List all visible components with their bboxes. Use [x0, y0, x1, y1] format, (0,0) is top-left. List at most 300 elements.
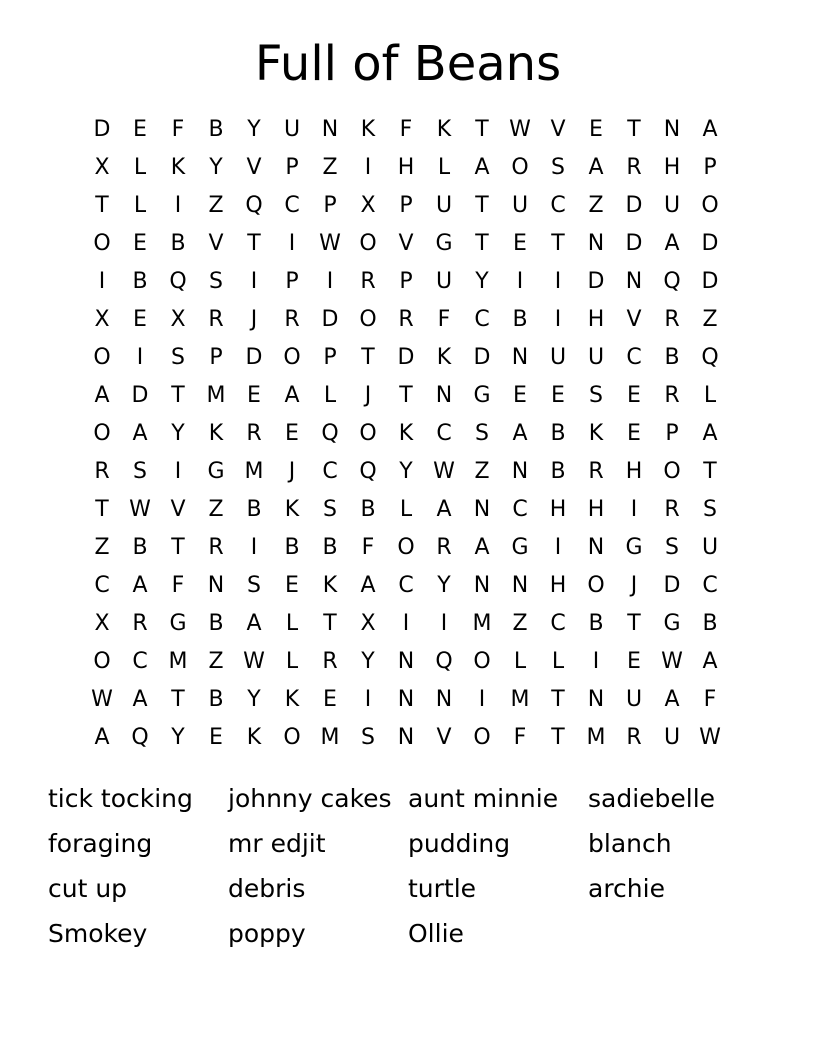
- grid-letter: T: [399, 383, 413, 408]
- grid-letter: M: [472, 611, 492, 636]
- word-list-item: poppy: [228, 919, 306, 948]
- grid-letter: H: [663, 155, 681, 180]
- grid-letter: R: [208, 307, 224, 332]
- grid-letter: M: [510, 687, 530, 712]
- grid-letter: S: [171, 345, 185, 370]
- grid-letter: O: [473, 649, 491, 674]
- grid-letter: D: [397, 345, 415, 370]
- grid-letter: X: [94, 307, 110, 332]
- grid-letter: M: [206, 383, 226, 408]
- word-list-item: sadiebelle: [588, 784, 716, 813]
- grid-letter: S: [703, 497, 717, 522]
- grid-letter: O: [701, 193, 719, 218]
- grid-letter: U: [663, 193, 681, 218]
- grid-letter: T: [475, 193, 489, 218]
- grid-letter: D: [625, 193, 643, 218]
- grid-letter: L: [285, 649, 299, 674]
- grid-letter: M: [244, 459, 264, 484]
- grid-letter: Z: [702, 307, 718, 332]
- grid-letter: I: [554, 269, 562, 294]
- grid-letter: R: [664, 383, 680, 408]
- grid-letter: T: [627, 117, 641, 142]
- grid-letter: V: [550, 117, 566, 142]
- grid-letter: A: [94, 383, 110, 408]
- grid-letter: I: [402, 611, 410, 636]
- grid-letter: W: [129, 497, 151, 522]
- grid-letter: A: [664, 231, 680, 256]
- grid-letter: A: [702, 117, 718, 142]
- grid-letter: V: [208, 231, 224, 256]
- grid-letter: S: [665, 535, 679, 560]
- grid-letter: U: [663, 725, 681, 750]
- grid-letter: F: [437, 307, 451, 332]
- grid-letter: L: [513, 649, 527, 674]
- grid-letter: L: [323, 383, 337, 408]
- grid-letter: A: [664, 687, 680, 712]
- grid-letter: O: [93, 231, 111, 256]
- grid-letter: B: [170, 231, 186, 256]
- grid-letter: J: [288, 459, 296, 484]
- grid-letter: Z: [588, 193, 604, 218]
- grid-letter: Q: [701, 345, 719, 370]
- grid-letter: S: [551, 155, 565, 180]
- grid-letter: B: [322, 535, 338, 560]
- grid-letter: T: [475, 231, 489, 256]
- grid-letter: D: [701, 231, 719, 256]
- grid-letter: B: [208, 611, 224, 636]
- grid-letter: U: [587, 345, 605, 370]
- grid-letter: U: [625, 687, 643, 712]
- grid-letter: A: [360, 573, 376, 598]
- grid-letter: O: [359, 231, 377, 256]
- grid-letter: H: [587, 497, 605, 522]
- grid-letter: Z: [208, 193, 224, 218]
- grid-letter: A: [588, 155, 604, 180]
- grid-letter: K: [436, 345, 452, 370]
- grid-letter: O: [511, 155, 529, 180]
- grid-letter: Y: [399, 459, 413, 484]
- grid-letter: F: [171, 573, 185, 598]
- grid-letter: R: [208, 535, 224, 560]
- grid-letter: B: [360, 497, 376, 522]
- grid-letter: F: [399, 117, 413, 142]
- grid-letter: O: [587, 573, 605, 598]
- word-list-item: blanch: [588, 829, 672, 858]
- grid-letter: H: [549, 573, 567, 598]
- grid-letter: W: [91, 687, 113, 712]
- grid-letter: L: [703, 383, 717, 408]
- grid-letter: N: [511, 573, 529, 598]
- grid-letter: R: [246, 421, 262, 446]
- word-list-item: Smokey: [48, 919, 148, 948]
- grid-letter: H: [587, 307, 605, 332]
- grid-letter: B: [512, 307, 528, 332]
- grid-letter: X: [360, 193, 376, 218]
- grid-letter: B: [132, 269, 148, 294]
- grid-letter: P: [399, 269, 413, 294]
- grid-letter: T: [627, 611, 641, 636]
- grid-letter: D: [587, 269, 605, 294]
- grid-letter: Q: [435, 649, 453, 674]
- grid-letter: U: [511, 193, 529, 218]
- grid-letter: T: [551, 687, 565, 712]
- grid-letter: D: [473, 345, 491, 370]
- grid-letter: B: [132, 535, 148, 560]
- grid-letter: O: [663, 459, 681, 484]
- grid-letter: A: [94, 725, 110, 750]
- grid-letter: R: [664, 497, 680, 522]
- grid-letter: M: [586, 725, 606, 750]
- grid-letter: I: [554, 535, 562, 560]
- grid-letter: N: [435, 383, 453, 408]
- grid-letter: O: [397, 535, 415, 560]
- word-list: [48, 776, 768, 956]
- word-list-item: pudding: [408, 829, 511, 858]
- grid-letter: I: [174, 193, 182, 218]
- grid-letter: Q: [321, 421, 339, 446]
- grid-letter: Z: [94, 535, 110, 560]
- grid-letter: E: [133, 117, 147, 142]
- grid-letter: X: [94, 155, 110, 180]
- grid-letter: C: [398, 573, 414, 598]
- grid-letter: K: [208, 421, 224, 446]
- grid-letter: C: [512, 497, 528, 522]
- grid-letter: D: [701, 269, 719, 294]
- grid-letter: P: [323, 345, 337, 370]
- grid-letter: S: [323, 497, 337, 522]
- grid-letter: J: [364, 383, 372, 408]
- grid-letter: A: [132, 573, 148, 598]
- grid-letter: A: [132, 687, 148, 712]
- grid-letter: Z: [474, 459, 490, 484]
- grid-letter: E: [627, 649, 641, 674]
- grid-letter: R: [588, 459, 604, 484]
- grid-letter: C: [550, 193, 566, 218]
- grid-letter: V: [626, 307, 642, 332]
- grid-letter: C: [626, 345, 642, 370]
- grid-letter: C: [322, 459, 338, 484]
- grid-letter: E: [323, 687, 337, 712]
- grid-letter: P: [665, 421, 679, 446]
- grid-letter: I: [554, 307, 562, 332]
- grid-letter: I: [440, 611, 448, 636]
- grid-letter: X: [94, 611, 110, 636]
- grid-letter: R: [322, 649, 338, 674]
- grid-letter: Q: [169, 269, 187, 294]
- grid-letter: C: [702, 573, 718, 598]
- grid-letter: I: [592, 649, 600, 674]
- grid-letter: W: [243, 649, 265, 674]
- grid-letter: E: [589, 117, 603, 142]
- grid-letter: Q: [245, 193, 263, 218]
- grid-letter: E: [627, 383, 641, 408]
- grid-letter: E: [627, 421, 641, 446]
- grid-letter: L: [133, 193, 147, 218]
- grid-letter: O: [359, 421, 377, 446]
- grid-letter: T: [247, 231, 261, 256]
- grid-letter: E: [247, 383, 261, 408]
- grid-letter: L: [133, 155, 147, 180]
- grid-letter: I: [288, 231, 296, 256]
- grid-letter: N: [473, 573, 491, 598]
- grid-letter: Y: [247, 117, 261, 142]
- grid-letter: T: [171, 535, 185, 560]
- grid-letter: O: [93, 649, 111, 674]
- grid-letter: D: [321, 307, 339, 332]
- grid-letter: N: [321, 117, 339, 142]
- grid-letter: W: [433, 459, 455, 484]
- grid-letter: C: [474, 307, 490, 332]
- grid-letter: Z: [322, 155, 338, 180]
- grid-letter: L: [437, 155, 451, 180]
- grid-letter: R: [436, 535, 452, 560]
- grid-letter: H: [625, 459, 643, 484]
- grid-letter: E: [513, 231, 527, 256]
- grid-letter: N: [663, 117, 681, 142]
- grid-letter: A: [474, 155, 490, 180]
- word-list-item: archie: [588, 874, 665, 903]
- grid-letter: L: [551, 649, 565, 674]
- grid-letter: I: [174, 459, 182, 484]
- grid-letter: I: [364, 155, 372, 180]
- grid-letter: B: [702, 611, 718, 636]
- grid-letter: U: [283, 117, 301, 142]
- grid-letter: V: [398, 231, 414, 256]
- grid-letter: I: [478, 687, 486, 712]
- grid-letter: X: [170, 307, 186, 332]
- grid-letter: Z: [208, 497, 224, 522]
- grid-letter: F: [171, 117, 185, 142]
- grid-letter: N: [587, 687, 605, 712]
- grid-letter: U: [701, 535, 719, 560]
- grid-letter: A: [702, 649, 718, 674]
- grid-letter: G: [511, 535, 529, 560]
- word-list-item: foraging: [48, 829, 153, 858]
- grid-letter: D: [245, 345, 263, 370]
- word-list-item: Ollie: [408, 919, 464, 948]
- grid-letter: C: [284, 193, 300, 218]
- grid-letter: U: [435, 269, 453, 294]
- grid-letter: I: [516, 269, 524, 294]
- grid-letter: F: [703, 687, 717, 712]
- grid-letter: K: [170, 155, 186, 180]
- grid-letter: U: [435, 193, 453, 218]
- word-list-item: aunt minnie: [408, 784, 559, 813]
- grid-letter: T: [95, 193, 109, 218]
- grid-letter: P: [285, 155, 299, 180]
- grid-letter: E: [209, 725, 223, 750]
- grid-letter: P: [209, 345, 223, 370]
- grid-letter: K: [246, 725, 262, 750]
- grid-letter: K: [360, 117, 376, 142]
- grid-letter: B: [208, 687, 224, 712]
- grid-letter: T: [551, 231, 565, 256]
- grid-letter: K: [322, 573, 338, 598]
- grid-letter: T: [95, 497, 109, 522]
- grid-letter: N: [473, 497, 491, 522]
- grid-letter: T: [323, 611, 337, 636]
- grid-letter: L: [399, 497, 413, 522]
- grid-letter: B: [588, 611, 604, 636]
- grid-letter: K: [436, 117, 452, 142]
- grid-letter: V: [436, 725, 452, 750]
- grid-letter: O: [93, 345, 111, 370]
- grid-letter: N: [511, 345, 529, 370]
- grid-letter: E: [133, 231, 147, 256]
- grid-letter: K: [588, 421, 604, 446]
- grid-letter: N: [397, 725, 415, 750]
- grid-letter: S: [361, 725, 375, 750]
- grid-letter: B: [284, 535, 300, 560]
- grid-letter: O: [283, 725, 301, 750]
- grid-letter: O: [93, 421, 111, 446]
- grid-letter: E: [285, 421, 299, 446]
- grid-letter: T: [361, 345, 375, 370]
- grid-letter: C: [94, 573, 110, 598]
- grid-letter: Q: [359, 459, 377, 484]
- grid-letter: E: [551, 383, 565, 408]
- grid-letter: G: [207, 459, 225, 484]
- grid-letter: N: [397, 687, 415, 712]
- grid-letter: L: [285, 611, 299, 636]
- grid-letter: Q: [663, 269, 681, 294]
- grid-letter: U: [549, 345, 567, 370]
- grid-letter: M: [320, 725, 340, 750]
- grid-letter: N: [435, 687, 453, 712]
- grid-letter: Z: [512, 611, 528, 636]
- grid-letter: D: [131, 383, 149, 408]
- grid-letter: W: [509, 117, 531, 142]
- grid-letter: H: [549, 497, 567, 522]
- grid-letter: T: [171, 687, 185, 712]
- grid-letter: S: [475, 421, 489, 446]
- grid-letter: C: [436, 421, 452, 446]
- grid-letter: T: [551, 725, 565, 750]
- grid-letter: N: [207, 573, 225, 598]
- grid-letter: Y: [475, 269, 489, 294]
- grid-letter: O: [283, 345, 301, 370]
- grid-letter: Z: [208, 649, 224, 674]
- grid-letter: O: [473, 725, 491, 750]
- grid-letter: I: [250, 535, 258, 560]
- grid-letter: P: [703, 155, 717, 180]
- grid-letter: J: [250, 307, 258, 332]
- word-list-item: debris: [228, 874, 306, 903]
- grid-letter: I: [630, 497, 638, 522]
- grid-letter: W: [661, 649, 683, 674]
- grid-letter: I: [364, 687, 372, 712]
- grid-letter: G: [625, 535, 643, 560]
- grid-letter: M: [168, 649, 188, 674]
- grid-letter: V: [246, 155, 262, 180]
- grid-letter: T: [703, 459, 717, 484]
- grid-letter: T: [171, 383, 185, 408]
- grid-letter: R: [664, 307, 680, 332]
- grid-letter: P: [285, 269, 299, 294]
- grid-letter: G: [169, 611, 187, 636]
- grid-letter: Q: [131, 725, 149, 750]
- grid-letter: P: [399, 193, 413, 218]
- grid-letter: R: [132, 611, 148, 636]
- grid-letter: R: [626, 725, 642, 750]
- grid-letter: A: [702, 421, 718, 446]
- word-list-item: mr edjit: [228, 829, 326, 858]
- grid-letter: S: [133, 459, 147, 484]
- grid-letter: A: [474, 535, 490, 560]
- grid-letter: F: [513, 725, 527, 750]
- grid-letter: V: [170, 497, 186, 522]
- grid-letter: G: [663, 611, 681, 636]
- grid-letter: A: [284, 383, 300, 408]
- grid-letter: E: [285, 573, 299, 598]
- grid-letter: I: [250, 269, 258, 294]
- grid-letter: B: [664, 345, 680, 370]
- grid-letter: G: [473, 383, 491, 408]
- grid-letter: A: [132, 421, 148, 446]
- grid-letter: Y: [361, 649, 375, 674]
- grid-letter: B: [550, 421, 566, 446]
- grid-letter: K: [284, 687, 300, 712]
- letter-grid: [83, 111, 729, 757]
- grid-letter: S: [589, 383, 603, 408]
- grid-letter: C: [550, 611, 566, 636]
- grid-letter: N: [397, 649, 415, 674]
- grid-letter: A: [512, 421, 528, 446]
- grid-letter: C: [132, 649, 148, 674]
- grid-letter: B: [208, 117, 224, 142]
- grid-letter: R: [284, 307, 300, 332]
- grid-letter: Y: [171, 725, 185, 750]
- grid-letter: R: [626, 155, 642, 180]
- grid-letter: E: [513, 383, 527, 408]
- grid-letter: D: [663, 573, 681, 598]
- grid-letter: Y: [171, 421, 185, 446]
- grid-letter: H: [397, 155, 415, 180]
- grid-letter: O: [359, 307, 377, 332]
- grid-letter: R: [360, 269, 376, 294]
- grid-letter: D: [93, 117, 111, 142]
- grid-letter: Y: [247, 687, 261, 712]
- grid-letter: A: [246, 611, 262, 636]
- grid-letter: P: [323, 193, 337, 218]
- grid-letter: N: [511, 459, 529, 484]
- grid-letter: I: [326, 269, 334, 294]
- grid-letter: F: [361, 535, 375, 560]
- word-list-item: johnny cakes: [228, 784, 392, 813]
- grid-letter: X: [360, 611, 376, 636]
- grid-letter: I: [136, 345, 144, 370]
- grid-letter: N: [587, 535, 605, 560]
- grid-letter: W: [699, 725, 721, 750]
- grid-letter: R: [94, 459, 110, 484]
- grid-letter: K: [284, 497, 300, 522]
- word-list-item: tick tocking: [48, 784, 193, 813]
- grid-letter: S: [209, 269, 223, 294]
- grid-letter: W: [319, 231, 341, 256]
- grid-letter: N: [587, 231, 605, 256]
- grid-letter: D: [625, 231, 643, 256]
- grid-letter: A: [436, 497, 452, 522]
- grid-letter: K: [398, 421, 414, 446]
- word-list-item: cut up: [48, 874, 128, 903]
- grid-letter: T: [475, 117, 489, 142]
- grid-letter: B: [550, 459, 566, 484]
- grid-letter: B: [246, 497, 262, 522]
- grid-letter: S: [247, 573, 261, 598]
- grid-letter: N: [625, 269, 643, 294]
- grid-letter: R: [398, 307, 414, 332]
- grid-letter: G: [435, 231, 453, 256]
